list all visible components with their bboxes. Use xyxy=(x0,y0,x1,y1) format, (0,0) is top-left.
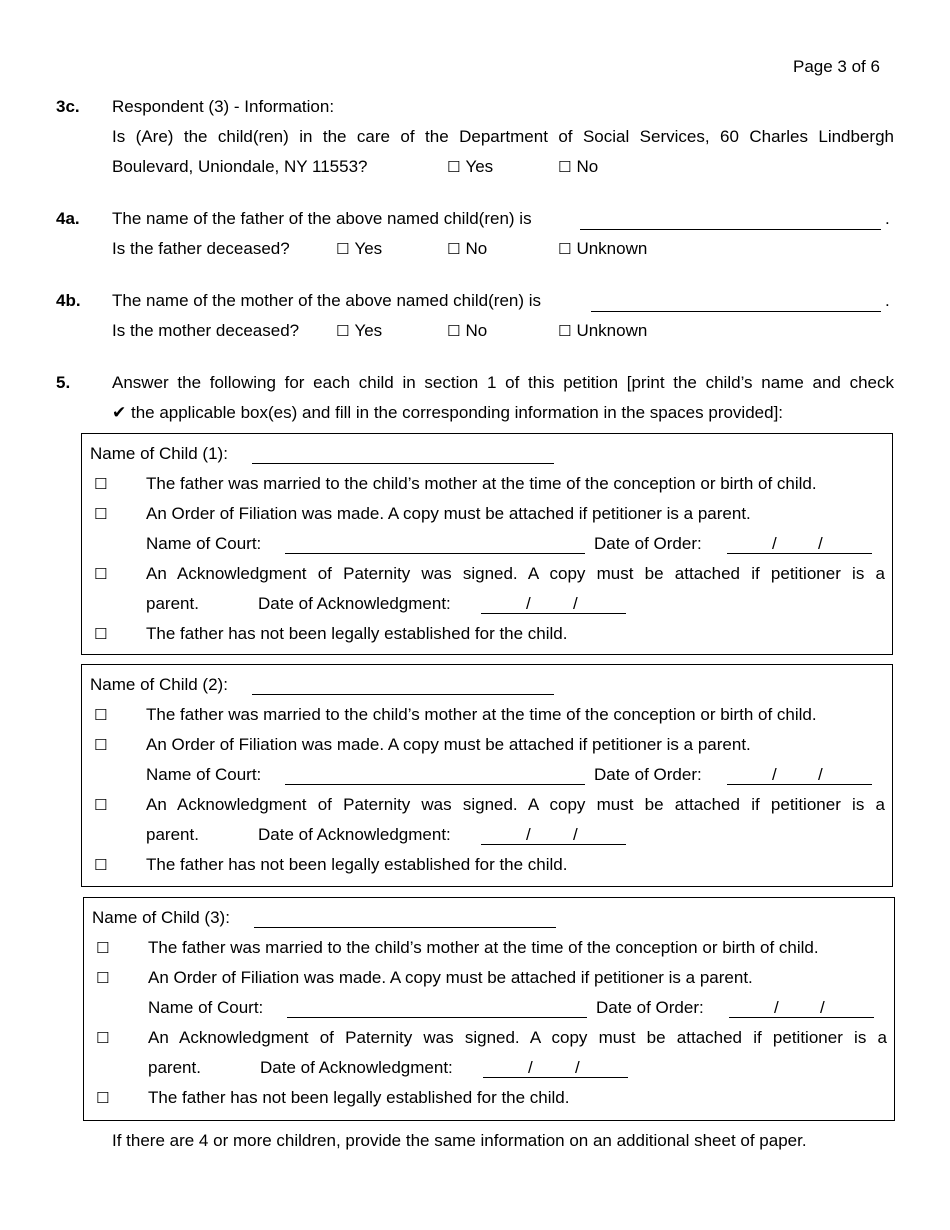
mother-name-label: The name of the mother of the above named child(ren) is xyxy=(112,291,542,310)
married-checkbox-icon[interactable]: ☐ xyxy=(94,475,108,493)
not-established-checkbox-icon[interactable]: ☐ xyxy=(94,856,108,874)
section-3c-question-cont: Boulevard, Uniondale, NY 11553? xyxy=(112,157,368,176)
father-deceased-question: Is the father deceased? xyxy=(112,239,290,258)
section-3c-title: Respondent (3) - Information: xyxy=(112,97,335,116)
date-separator: / xyxy=(526,594,531,613)
section-4a-number: 4a. xyxy=(56,209,80,228)
date-separator: / xyxy=(573,825,578,844)
child-2-section xyxy=(81,664,893,887)
not-established-text: The father has not been legally established for the child. xyxy=(148,1088,570,1107)
acknowledgment-text: An Acknowledgment of Paternity was signed. A copy must be attached if petitioner is a xyxy=(146,564,885,583)
child-3-order-date-field[interactable] xyxy=(729,1017,874,1018)
married-text: The father was married to the child’s mother at the time of the conception or birth of child. xyxy=(146,705,817,724)
mother-deceased-question: Is the mother deceased? xyxy=(112,321,300,340)
mother-name-period: . xyxy=(885,291,890,310)
child-2-court-name-field[interactable] xyxy=(285,784,585,785)
child-1-acknowledgment-date-field[interactable] xyxy=(481,613,626,614)
section-4b-number: 4b. xyxy=(56,291,81,310)
date-separator: / xyxy=(820,998,825,1017)
checkbox-icon[interactable]: ☐ xyxy=(558,158,572,176)
acknowledgment-text-cont: parent. xyxy=(146,594,199,613)
section-3c-question: Is (Are) the child(ren) in the care of the Department of Social Services, 60 Charles Lindbergh xyxy=(112,127,894,146)
child-1-section xyxy=(81,433,893,655)
acknowledgment-text-cont: parent. xyxy=(146,825,199,844)
dss-care-no-option[interactable]: ☐ No xyxy=(558,157,599,176)
married-text: The father was married to the child’s mother at the time of the conception or birth of child. xyxy=(148,938,819,957)
child-3-court-name-field[interactable] xyxy=(287,1017,587,1018)
footer-note: If there are 4 or more children, provide the same information on an additional sheet of paper. xyxy=(112,1131,807,1150)
court-name-label: Name of Court: xyxy=(148,998,264,1017)
page-number: Page 3 of 6 xyxy=(793,57,880,76)
checkbox-icon[interactable]: ☐ xyxy=(447,158,461,176)
child-1-order-date-field[interactable] xyxy=(727,553,872,554)
acknowledgment-checkbox-icon[interactable]: ☐ xyxy=(94,796,108,814)
acknowledgment-date-label: Date of Acknowledgment: xyxy=(260,1058,453,1077)
not-established-checkbox-icon[interactable]: ☐ xyxy=(94,625,108,643)
father-name-field[interactable] xyxy=(580,229,881,230)
acknowledgment-text-cont: parent. xyxy=(148,1058,201,1077)
father-name-period: . xyxy=(885,209,890,228)
checkbox-icon[interactable]: ☐ xyxy=(558,240,572,258)
not-established-checkbox-icon[interactable]: ☐ xyxy=(96,1089,110,1107)
child-name-label: Name of Child (3): xyxy=(92,908,230,927)
father-name-label: The name of the father of the above named child(ren) is xyxy=(112,209,532,228)
child-1-court-name-field[interactable] xyxy=(285,553,585,554)
order-date-label: Date of Order: xyxy=(594,765,702,784)
not-established-text: The father has not been legally established for the child. xyxy=(146,624,568,643)
mother-name-field[interactable] xyxy=(591,311,881,312)
checkbox-icon[interactable]: ☐ xyxy=(336,240,350,258)
child-1-name-field[interactable] xyxy=(252,463,554,464)
filiation-checkbox-icon[interactable]: ☐ xyxy=(94,505,108,523)
acknowledgment-date-label: Date of Acknowledgment: xyxy=(258,594,451,613)
court-name-label: Name of Court: xyxy=(146,534,262,553)
acknowledgment-text: An Acknowledgment of Paternity was signed. A copy must be attached if petitioner is a xyxy=(146,795,885,814)
child-2-name-field[interactable] xyxy=(252,694,554,695)
child-3-name-field[interactable] xyxy=(254,927,556,928)
mother-deceased-yes-option[interactable]: ☐ Yes xyxy=(336,321,383,340)
acknowledgment-text: An Acknowledgment of Paternity was signed. A copy must be attached if petitioner is a xyxy=(148,1028,887,1047)
checkbox-icon[interactable]: ☐ xyxy=(336,322,350,340)
acknowledgment-checkbox-icon[interactable]: ☐ xyxy=(94,565,108,583)
court-name-label: Name of Court: xyxy=(146,765,262,784)
date-separator: / xyxy=(772,534,777,553)
section-5-number: 5. xyxy=(56,373,71,392)
child-name-label: Name of Child (2): xyxy=(90,675,228,694)
married-checkbox-icon[interactable]: ☐ xyxy=(96,939,110,957)
date-separator: / xyxy=(818,765,823,784)
date-separator: / xyxy=(774,998,779,1017)
filiation-checkbox-icon[interactable]: ☐ xyxy=(96,969,110,987)
filiation-text: An Order of Filiation was made. A copy must be attached if petitioner is a parent. xyxy=(148,968,753,987)
date-separator: / xyxy=(818,534,823,553)
father-deceased-yes-option[interactable]: ☐ Yes xyxy=(336,239,383,258)
section-5-instructions-cont: ✔ the applicable box(es) and fill in the corresponding information in the spaces provided]: xyxy=(112,403,784,422)
date-separator: / xyxy=(528,1058,533,1077)
checkbox-icon[interactable]: ☐ xyxy=(558,322,572,340)
child-name-label: Name of Child (1): xyxy=(90,444,228,463)
married-text: The father was married to the child’s mother at the time of the conception or birth of child. xyxy=(146,474,817,493)
not-established-text: The father has not been legally established for the child. xyxy=(146,855,568,874)
father-deceased-unknown-option[interactable]: ☐ Unknown xyxy=(558,239,648,258)
date-separator: / xyxy=(573,594,578,613)
section-5-instructions: Answer the following for each child in section 1 of this petition [print the child’s name and check xyxy=(112,373,894,392)
filiation-text: An Order of Filiation was made. A copy must be attached if petitioner is a parent. xyxy=(146,735,751,754)
father-deceased-no-option[interactable]: ☐ No xyxy=(447,239,488,258)
date-separator: / xyxy=(526,825,531,844)
mother-deceased-no-option[interactable]: ☐ No xyxy=(447,321,488,340)
mother-deceased-unknown-option[interactable]: ☐ Unknown xyxy=(558,321,648,340)
section-3c-number: 3c. xyxy=(56,97,80,116)
acknowledgment-checkbox-icon[interactable]: ☐ xyxy=(96,1029,110,1047)
checkbox-icon[interactable]: ☐ xyxy=(447,240,461,258)
filiation-text: An Order of Filiation was made. A copy must be attached if petitioner is a parent. xyxy=(146,504,751,523)
married-checkbox-icon[interactable]: ☐ xyxy=(94,706,108,724)
order-date-label: Date of Order: xyxy=(596,998,704,1017)
date-separator: / xyxy=(772,765,777,784)
filiation-checkbox-icon[interactable]: ☐ xyxy=(94,736,108,754)
order-date-label: Date of Order: xyxy=(594,534,702,553)
acknowledgment-date-label: Date of Acknowledgment: xyxy=(258,825,451,844)
child-2-order-date-field[interactable] xyxy=(727,784,872,785)
child-3-acknowledgment-date-field[interactable] xyxy=(483,1077,628,1078)
child-2-acknowledgment-date-field[interactable] xyxy=(481,844,626,845)
child-3-section xyxy=(83,897,895,1121)
checkbox-icon[interactable]: ☐ xyxy=(447,322,461,340)
date-separator: / xyxy=(575,1058,580,1077)
dss-care-yes-option[interactable]: ☐ Yes xyxy=(447,157,494,176)
